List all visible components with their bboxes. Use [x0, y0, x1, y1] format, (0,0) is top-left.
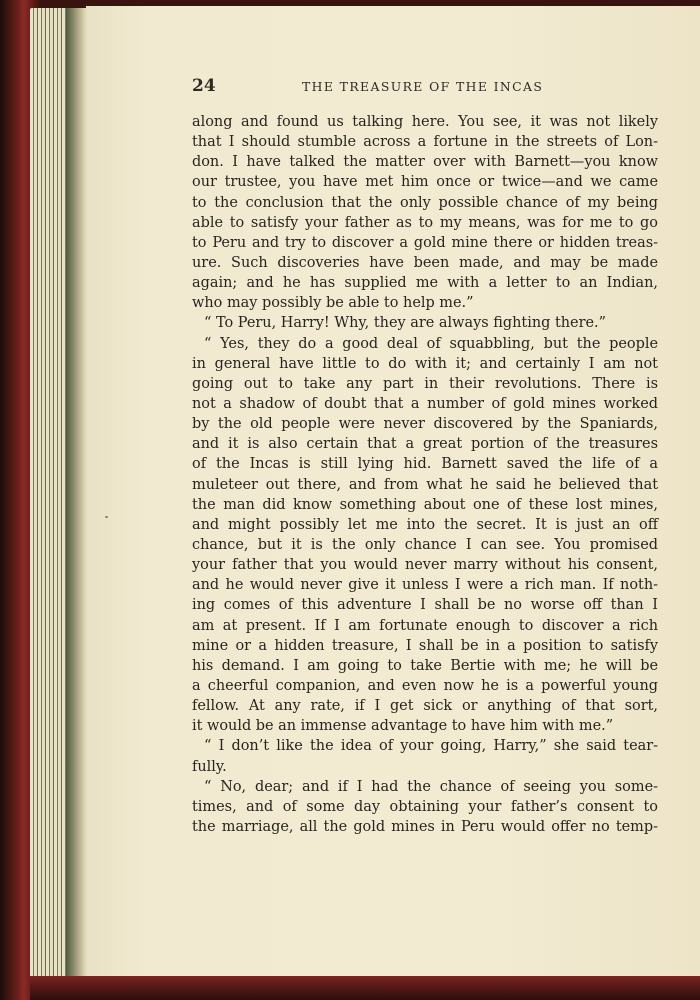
text-line: muleteer out there, and from what he said he believed that: [192, 476, 658, 493]
text-line: who may possibly be able to help me.”: [192, 295, 474, 312]
text-line: “ No, dear; and if I had the chance of seeing you some-: [204, 778, 658, 795]
text-line: mine or a hidden treasure, I shall be in a position to satisfy: [192, 637, 658, 654]
book-bottom-edge: [30, 976, 700, 1000]
text-line: along and found us talking here. You see, it was not likely: [192, 114, 658, 130]
text-line: “ Yes, they do a good deal of squabbling, but the people: [204, 335, 658, 352]
page-header: [192, 76, 657, 98]
text-line: to Peru and try to discover a gold mine there or hidden treas-: [192, 234, 658, 251]
text-line: your father that you would never marry without his consent,: [192, 557, 658, 574]
gutter-shadow: [66, 8, 88, 978]
text-line: it would be an immense advantage to have him with me.”: [192, 718, 614, 735]
paper-speck: [105, 516, 108, 518]
text-line: of the Incas is still lying hid. Barnett saved the life of a: [192, 456, 658, 473]
text-line: the marriage, all the gold mines in Peru would offer no temp-: [192, 818, 658, 835]
running-head: THE TREASURE OF THE INCAS: [302, 79, 544, 94]
text-line: ing comes of this adventure I shall be no worse off than I: [192, 597, 658, 614]
text-line: his demand. I am going to take Bertie with me; he will be: [192, 657, 658, 674]
text-line: our trustee, you have met him once or twice—and we came: [192, 174, 658, 191]
text-line: times, and of some day obtaining your father’s consent to: [192, 798, 658, 815]
text-line: in general have little to do with it; and certainly I am not: [192, 355, 658, 372]
text-line: and might possibly let me into the secret. It is just an off: [192, 516, 658, 533]
text-line: fellow. At any rate, if I get sick or anything of that sort,: [192, 698, 658, 715]
text-line: a cheerful companion, and even now he is a powerful young: [192, 677, 658, 694]
text-line: am at present. If I am fortunate enough to discover a rich: [192, 617, 658, 634]
text-line: going out to take any part in their revolutions. There is: [192, 375, 658, 392]
text-line: don. I have talked the matter over with Barnett—you know: [192, 154, 658, 171]
text-line: able to satisfy your father as to my means, was for me to go: [192, 214, 658, 231]
text-line: ure. Such discoveries have been made, and may be made: [192, 254, 658, 271]
text-line: and it is also certain that a great portion of the treasures: [192, 436, 658, 453]
text-line: “ I don’t like the idea of your going, Harry,” she said tear-: [204, 738, 658, 755]
text-line: by the old people were never discovered by the Spaniards,: [192, 416, 658, 433]
text-line: not a shadow of doubt that a number of gold mines worked: [192, 395, 658, 412]
text-line: the man did know something about one of these lost mines,: [192, 496, 658, 513]
text-line: chance, but it is the only chance I can see. You promised: [192, 536, 658, 553]
text-line: and he would never give it unless I were a rich man. If noth-: [192, 577, 658, 594]
text-line: “ To Peru, Harry! Why, they are always fighting there.”: [204, 315, 607, 332]
text-line: to the conclusion that the only possible chance of my being: [192, 194, 658, 211]
text-line: fully.: [192, 758, 227, 775]
body-text: [192, 112, 658, 837]
text-line: that I should stumble across a fortune in the streets of Lon-: [192, 134, 658, 151]
text-line: again; and he has supplied me with a letter to an Indian,: [192, 275, 658, 292]
page-number: 24: [192, 76, 216, 96]
